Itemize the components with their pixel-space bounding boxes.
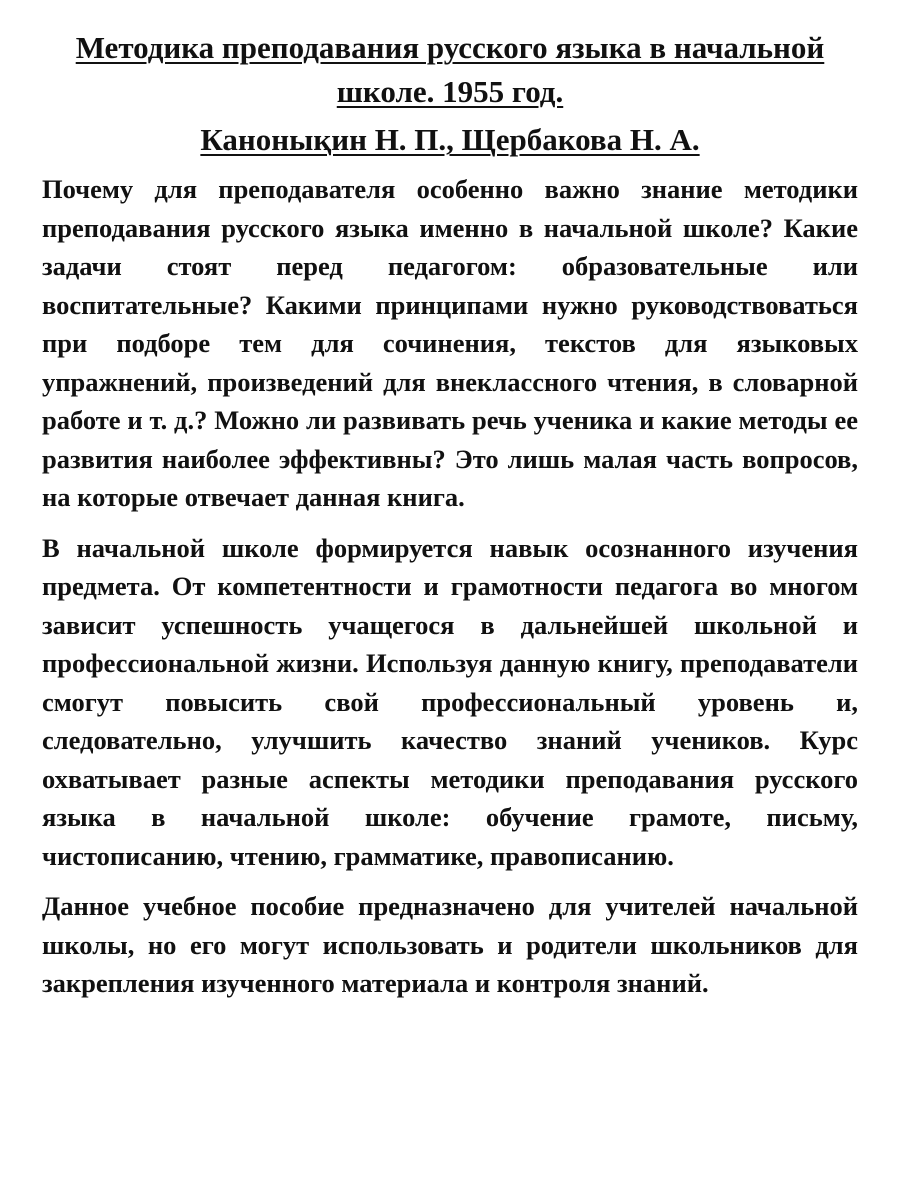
paragraph-2: В начальной школе формируется навык осознанного изучения предмета. От компетентности и грамотности педагога во многом зависит успешность учащегося в дальнейшей школьной и профессиональной жизни. Используя данную книгу, преподаватели смогут повысить свой профессиональный уровень и, следовательно, улучшить качество знаний учеников. Курс охватывает разные аспекты методики преподавания русского языка в начальной школе: обучение грамоте, письму, чистописанию, чтению, грамматике, правописанию.	[42, 532, 858, 871]
document-authors: Канонықин Н. П., Щербакова Н. А.	[200, 122, 700, 157]
paragraph-3: Данное учебное пособие предназначено для учителей начальной школы, но его могут использовать и родители школьников для закрепления изученного материала и контроля знаний.	[42, 891, 858, 998]
document-title: Методика преподавания русского языка в начальной школе. 1955 год.	[75, 30, 825, 109]
paragraph-1: Почему для преподавателя особенно важно знание методики преподавания русского языка именно в начальной школе? Какие задачи стоят перед педагогом: образовательные или воспитательные? Какими принципами нужно руководствоваться при подборе тем для сочинения, текстов для языковых упражнений, произведений для внеклассного чтения, в словарной работе и т. д.? Можно ли развивать речь ученика и какие методы ее развития наиболее эффективны? Это лишь малая часть вопросов, на которые отвечает данная книга.	[42, 174, 858, 512]
